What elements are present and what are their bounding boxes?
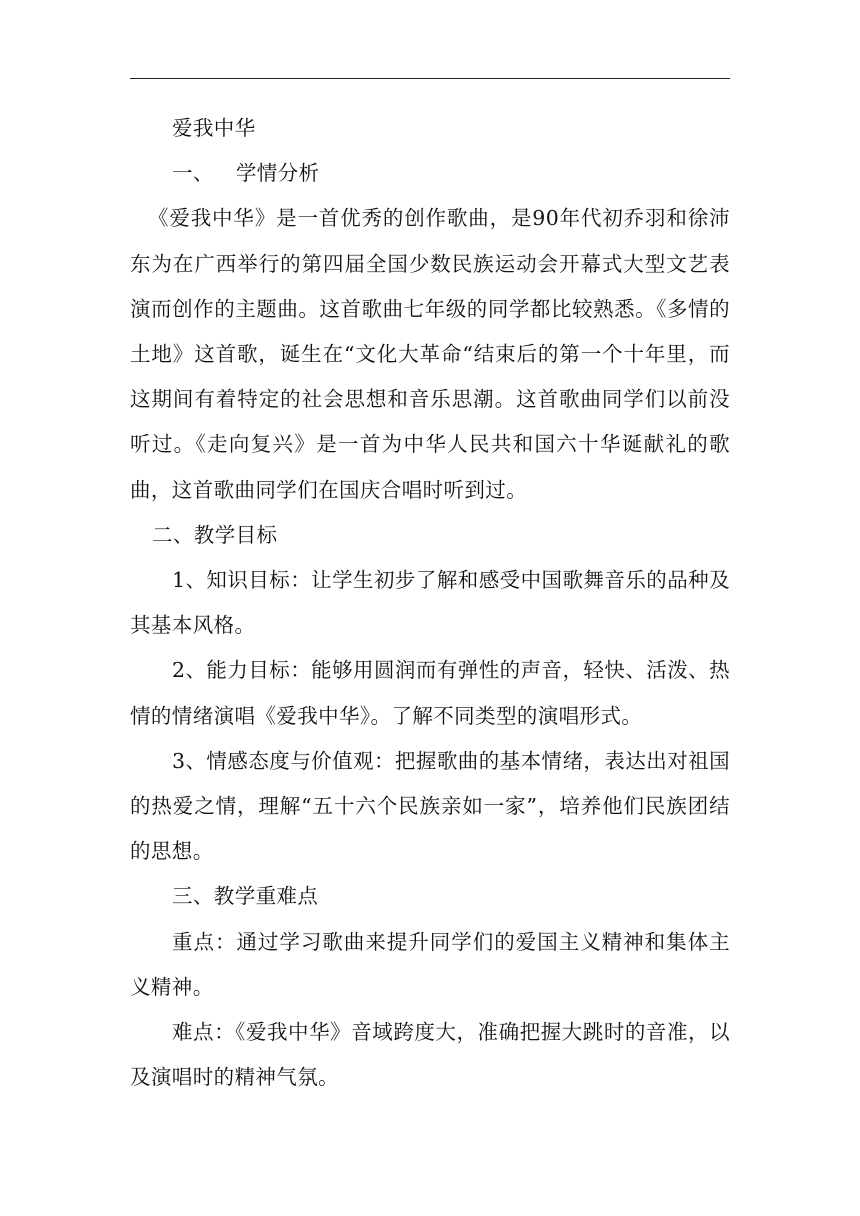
document-title: 爱我中华	[172, 116, 256, 140]
section-2-heading: 二、教学目标	[152, 522, 278, 547]
section-3-heading: 三、教学重难点	[172, 884, 319, 909]
key-point-paragraph: 重点：通过学习歌曲来提升同学们的爱国主义精神和集体主义精神。	[130, 929, 730, 999]
section-1-title: 学情分析	[235, 161, 320, 186]
difficult-point-paragraph: 难点：《爱我中华》音域跨度大，准确把握大跳时的音准，以及演唱时的精神气氛。	[130, 1020, 730, 1090]
objective-emotion: 3、情感态度与价值观：把握歌曲的基本情绪，表达出对祖国的热爱之情，理解“五十六个民族亲如一家”，培养他们民族团结的思想。	[130, 748, 730, 864]
objective-knowledge: 1、知识目标：让学生初步了解和感受中国歌舞音乐的品种及其基本风格。	[130, 568, 730, 638]
header-rule	[130, 78, 730, 79]
section-1-number: 一、	[172, 161, 214, 186]
section-1-paragraph: 《爱我中华》是一首优秀的创作歌曲，是90年代初乔羽和徐沛东为在广西举行的第四届全国少数民族运动会开幕式大型文艺表演而创作的主题曲。这首歌曲七年级的同学都比较熟悉。《多情的土地》这首歌，诞生在“文化大革命“结束后的第一个十年里，而这期间有着特定的社会思想和音乐思潮。这首歌曲同学们以前没听过。《走向复兴》是一首为中华人民共和国六十华诞献礼的歌曲，这首歌曲同学们在国庆合唱时听到过。	[130, 206, 730, 502]
objective-ability: 2、能力目标：能够用圆润而有弹性的声音，轻快、活泼、热情的情绪演唱《爱我中华》。了解不同类型的演唱形式。	[130, 658, 730, 728]
section-1-heading	[130, 151, 730, 196]
document-body	[130, 106, 730, 1100]
